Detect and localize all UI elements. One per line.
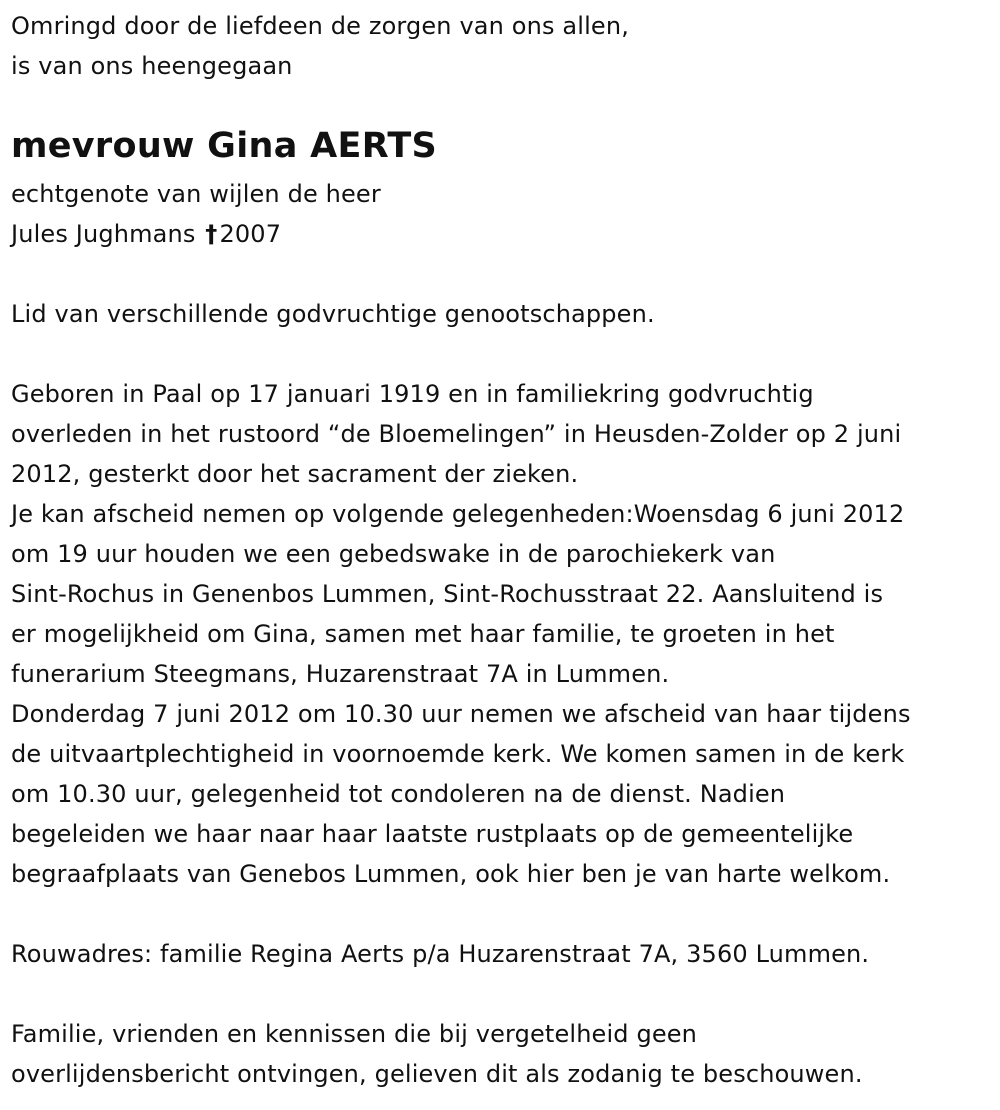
intro-line-2: is van ons heengegaan [11,52,293,80]
cross-icon: † [205,220,218,248]
body-line: om 19 uur houden we een gebedswake in de parochiekerk van [11,540,776,568]
spacer [11,254,996,294]
membership-line: Lid van verschillende godvruchtige genootschappen. [11,300,655,328]
body-line: begeleiden we haar naar haar laatste rustplaats op de gemeentelijke [11,820,854,848]
body-line: Donderdag 7 juni 2012 om 10.30 uur nemen we afscheid van haar tijdens [11,700,911,728]
intro-line-1: Omringd door de liefdeen de zorgen van ons allen, [11,12,629,40]
body-line: 2012, gesterkt door het sacrament der zieken. [11,460,579,488]
spacer [11,974,996,1014]
spacer [11,894,996,934]
spouse-line [11,214,996,254]
mourning-address: Rouwadres: familie Regina Aerts p/a Huzarenstraat 7A, 3560 Lummen. [11,940,870,968]
deceased-name: mevrouw Gina AERTS [11,126,438,166]
body-line: de uitvaartplechtigheid in voornoemde kerk. We komen samen in de kerk [11,740,905,768]
body-line: begraafplaats van Genebos Lummen, ook hier ben je van harte welkom. [11,860,891,888]
body-paragraph [11,374,996,894]
relation-line: echtgenote van wijlen de heer [11,180,381,208]
body-line: om 10.30 uur, gelegenheid tot condoleren na de dienst. Nadien [11,780,786,808]
spacer [11,334,996,374]
body-line: funerarium Steegmans, Huzarenstraat 7A in Lummen. [11,660,670,688]
spouse-name: Jules Jughmans [11,220,196,248]
body-line: Je kan afscheid nemen op volgende gelegenheden:Woensdag 6 juni 2012 [11,500,905,528]
closing-line-1: Familie, vrienden en kennissen die bij vergetelheid geen [11,1020,698,1048]
closing-line-2: overlijdensbericht ontvingen, gelieven dit als zodanig te beschouwen. [11,1060,863,1088]
spouse-death-year: 2007 [219,220,282,248]
body-line: Sint-Rochus in Genenbos Lummen, Sint-Rochusstraat 22. Aansluitend is [11,580,884,608]
obituary-notice [11,6,996,1094]
body-line: Geboren in Paal op 17 januari 1919 en in familiekring godvruchtig [11,380,814,408]
body-line: er mogelijkheid om Gina, samen met haar familie, te groeten in het [11,620,835,648]
body-line: overleden in het rustoord “de Bloemelingen” in Heusden-Zolder op 2 juni [11,420,902,448]
